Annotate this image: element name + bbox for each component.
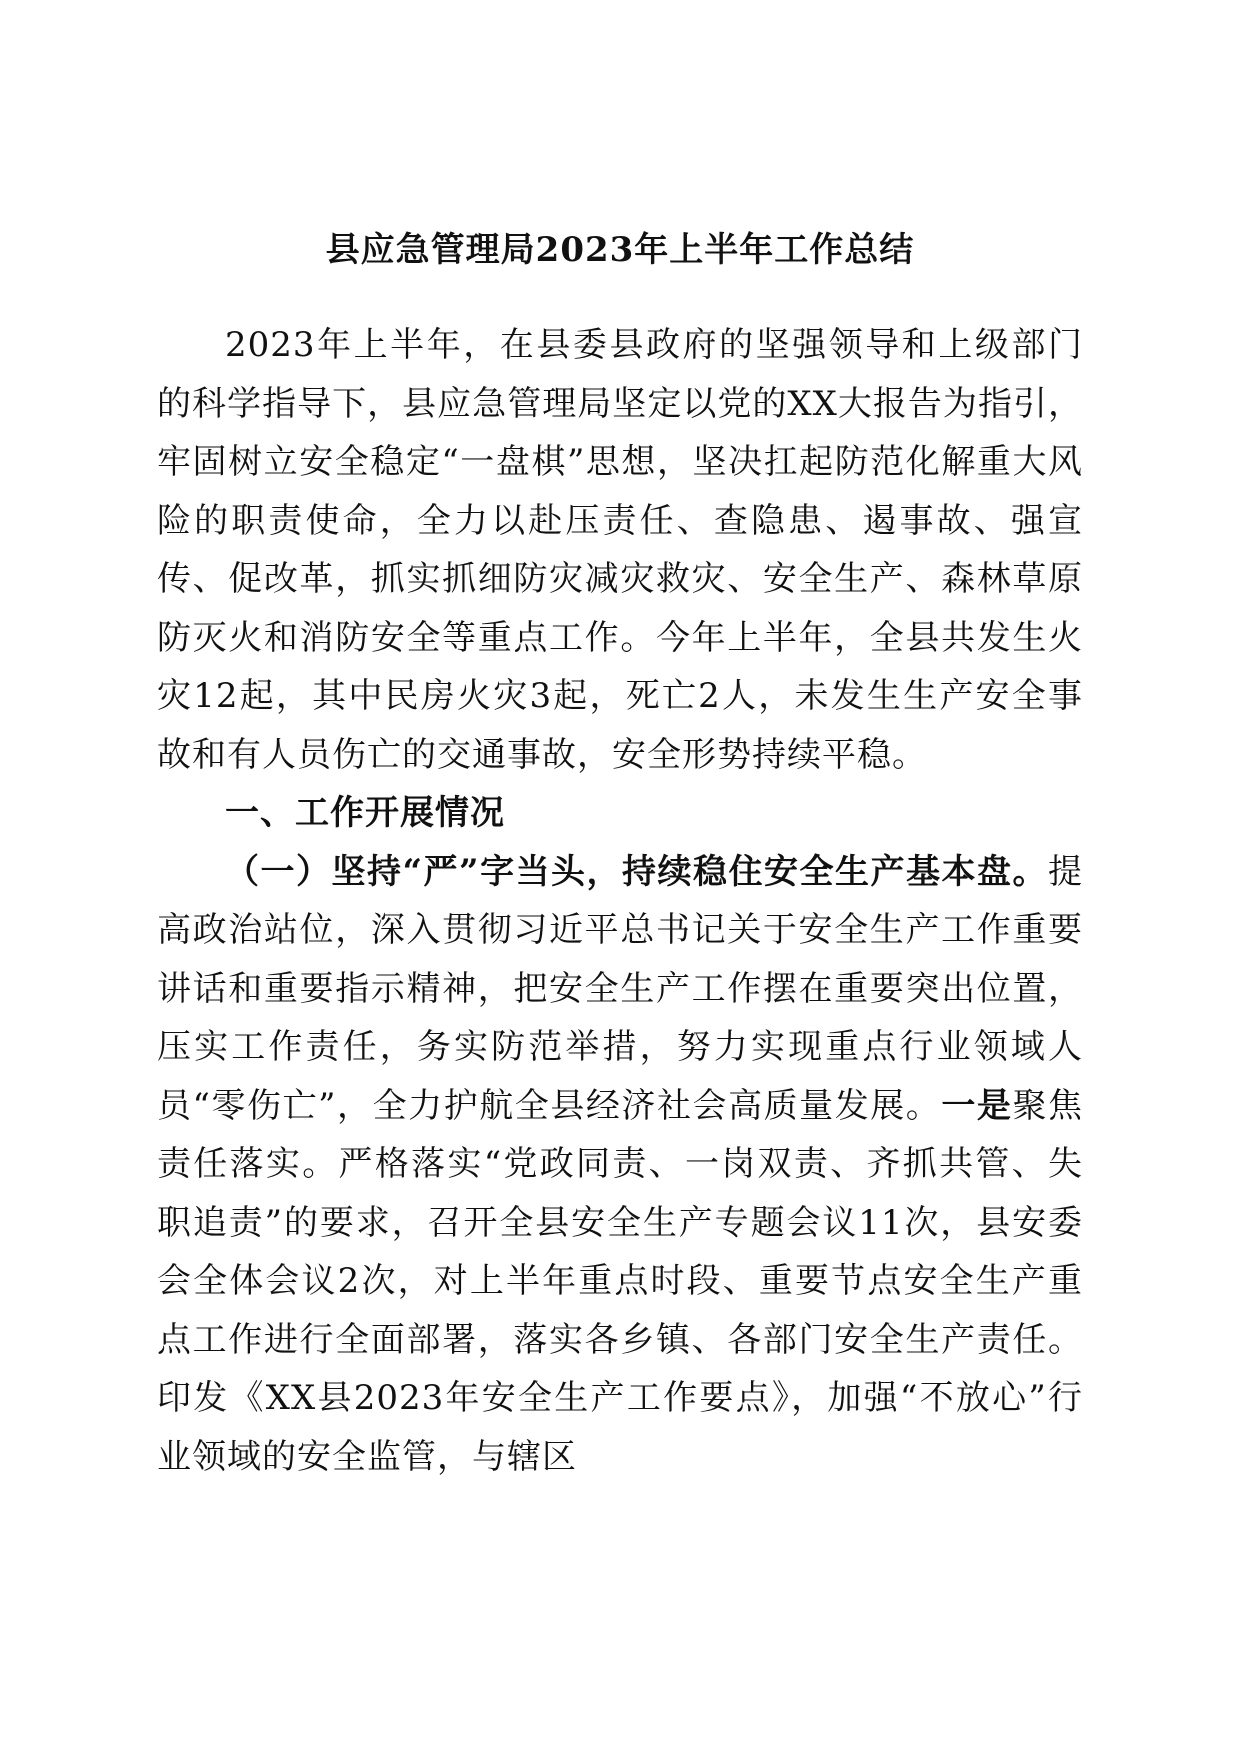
point-marker: 一是	[941, 1085, 1013, 1126]
subsection-paragraph	[157, 843, 1083, 1487]
document-title: 县应急管理局2023年上半年工作总结	[325, 230, 915, 270]
intro-paragraph: 2023年上半年，在县委县政府的坚强领导和上级部门的科学指导下，县应急管理局坚定以党的XX大报告为指引，牢固树立安全稳定“一盘棋”思想，坚决扛起防范化解重大风险的职责使命，全力以赴压责任、查隐患、遏事故、强宣传、促改革，抓实抓细防灾减灾救灾、安全生产、森林草原防灭火和消防安全等重点工作。今年上半年，全县共发生火灾12起，其中民房火灾3起，死亡2人，未发生生产安全事故和有人员伤亡的交通事故，安全形势持续平稳。	[157, 325, 1083, 775]
document-body	[157, 316, 1083, 1486]
subsection-heading: （一）坚持“严”字当头，持续稳住安全生产基本盘。	[225, 851, 1048, 892]
subsection-text: 提高政治站位，深入贯彻习近平总书记关于安全生产工作重要讲话和重要指示精神，把安全生产工作摆在重要突出位置，压实工作责任，务实防范举措，努力实现重点行业领域人员“零伤亡”，全力护航全县经济社会高质量发展。	[157, 851, 1083, 1126]
point-text: 聚焦责任落实。严格落实“党政同责、一岗双责、齐抓共管、失职追责”的要求，召开全县安全生产专题会议11次，县安委会全体会议2次，对上半年重点时段、重要节点安全生产重点工作进行全面部署，落实各乡镇、各部门安全生产责任。印发《XX县2023年安全生产工作要点》，加强“不放心”行业领域的安全监管，与辖区	[157, 1085, 1084, 1477]
section-heading: 一、工作开展情况	[225, 793, 505, 833]
